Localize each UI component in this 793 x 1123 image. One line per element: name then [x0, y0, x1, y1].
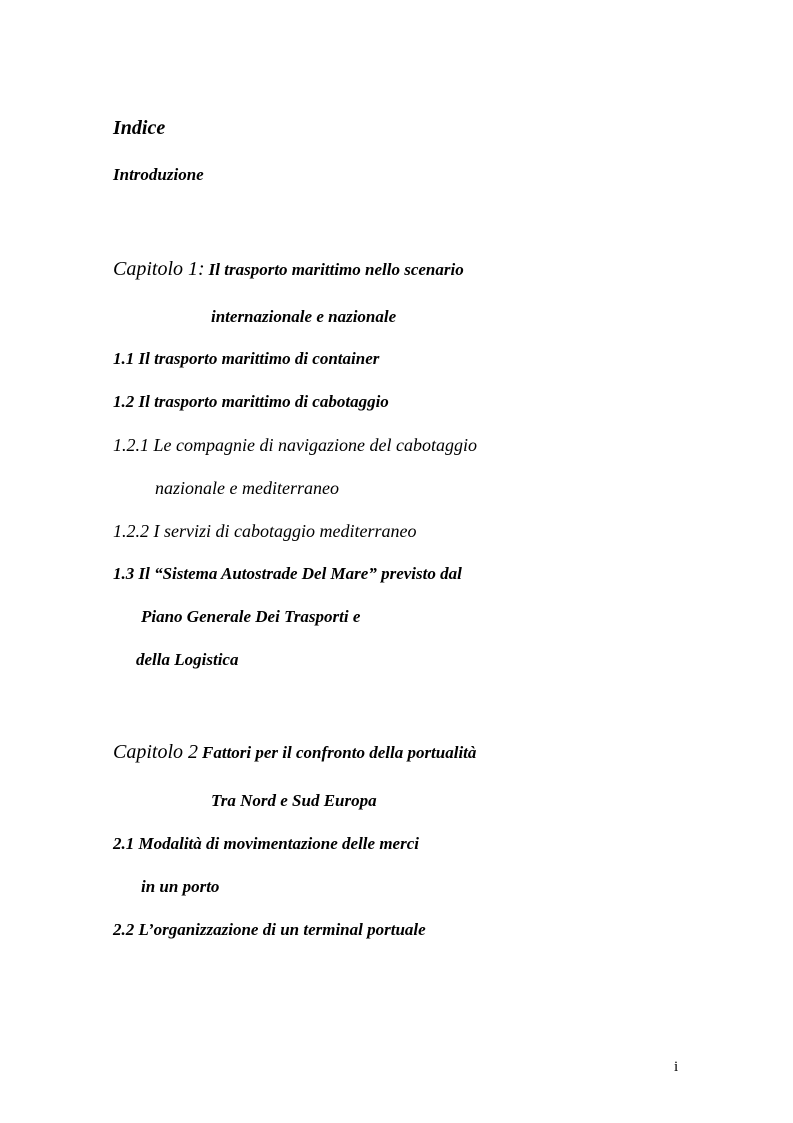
chapter-2-label: Capitolo 2 [113, 741, 199, 763]
toc-entry-2-1: 2.1 Modalità di movimentazione delle merci [113, 834, 419, 853]
toc-entry-1-2-1: 1.2.1 Le compagnie di navigazione del cabotaggio [113, 435, 477, 455]
page-number: i [674, 1059, 679, 1075]
toc-entry-1-3-continued-2: della Logistica [136, 650, 239, 669]
chapter-2-title: Fattori per il confronto della portualità [202, 743, 477, 762]
toc-entry-1-1: 1.1 Il trasporto marittimo di container [113, 349, 380, 368]
toc-entry-2-2: 2.2 L’organizzazione di un terminal portuale [113, 920, 426, 939]
toc-entry-introduction: Introduzione [113, 165, 204, 184]
toc-entry-chapter-2 [113, 742, 476, 762]
toc-entry-1-2-2: 1.2.2 I servizi di cabotaggio mediterraneo [113, 521, 417, 541]
toc-entry-2-1-continued: in un porto [141, 877, 220, 896]
toc-heading: Indice [113, 117, 166, 139]
toc-entry-chapter-1 [113, 259, 464, 279]
toc-entry-1-3-continued: Piano Generale Dei Trasporti e [141, 607, 361, 626]
toc-entry-1-2-1-continued: nazionale e mediterraneo [155, 478, 339, 498]
chapter-1-title-continued: internazionale e nazionale [211, 307, 397, 326]
chapter-1-title: Il trasporto marittimo nello scenario [208, 260, 464, 279]
toc-entry-1-2: 1.2 Il trasporto marittimo di cabotaggio [113, 392, 389, 411]
toc-entry-1-3: 1.3 Il “Sistema Autostrade Del Mare” previsto dal [113, 564, 462, 583]
chapter-1-label: Capitolo 1: [113, 258, 205, 280]
chapter-2-title-continued: Tra Nord e Sud Europa [211, 791, 377, 810]
